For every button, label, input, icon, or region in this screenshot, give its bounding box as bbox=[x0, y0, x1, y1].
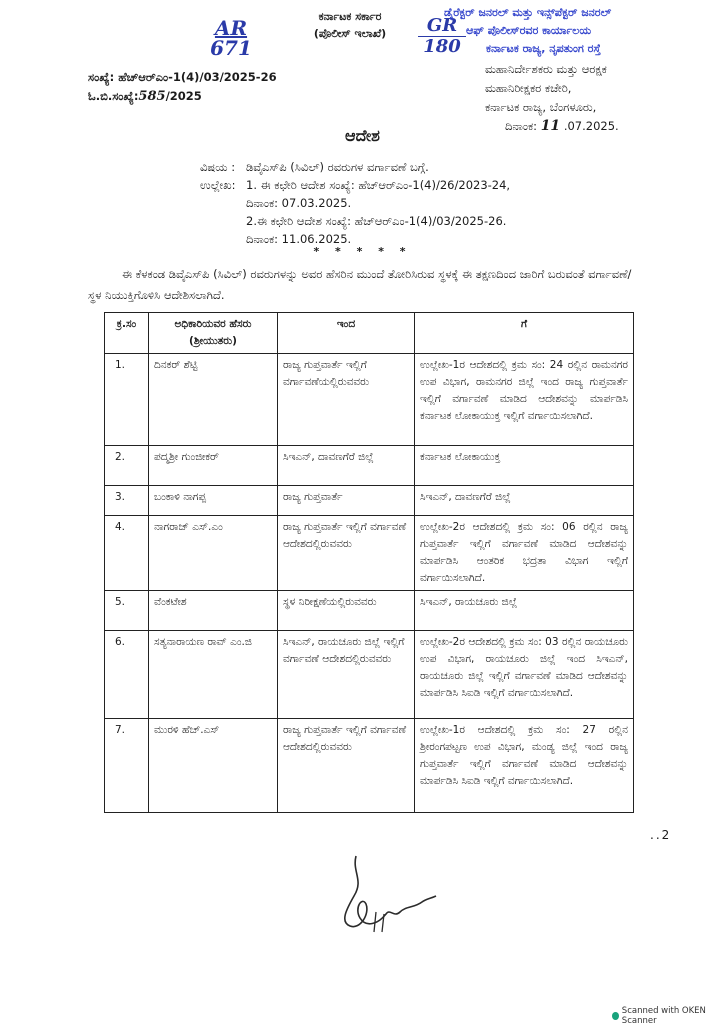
header-officer-name: ಅಧಿಕಾರಿಯವರ ಹೆಸರು (ಶ್ರೀಯುತರು) bbox=[149, 313, 278, 354]
table-header-row bbox=[105, 313, 634, 354]
cell-from: ಸಿಇಎನ್, ದಾವಣಗೆರೆ ಜಿಲ್ಲೆ bbox=[278, 446, 415, 486]
header-to: ಗೆ bbox=[415, 313, 634, 354]
scanner-logo-icon bbox=[612, 1012, 619, 1020]
cell-sl: 5. bbox=[105, 591, 149, 631]
table-row bbox=[105, 631, 634, 719]
cell-sl: 1. bbox=[105, 354, 149, 446]
cell-to: ಕರ್ನಾಟಕ ಲೋಕಾಯುಕ್ತ bbox=[415, 446, 634, 486]
cell-sl: 2. bbox=[105, 446, 149, 486]
transfer-table bbox=[104, 312, 634, 813]
ob-number bbox=[88, 87, 277, 106]
hw-left-line2: 671 bbox=[210, 36, 252, 60]
cell-from: ರಾಜ್ಯ ಗುಪ್ತವಾರ್ತೆ ಇಲ್ಲಿಗೆ ವರ್ಗಾವಣೆ ಆದೇಶದಲ್ಲಿರುವವರು bbox=[278, 719, 415, 813]
table-body bbox=[105, 354, 634, 813]
cell-officer-name: ನಾಗರಾಜ್ ಎಸ್.ಎಂ bbox=[149, 516, 278, 591]
cell-from: ರಾಜ್ಯ ಗುಪ್ತವಾರ್ತೆ bbox=[278, 486, 415, 516]
order-title: ಆದೇಶ bbox=[345, 126, 380, 145]
office-stamp bbox=[444, 4, 714, 58]
signature bbox=[330, 852, 440, 942]
ob-label: ಓ.ಬಿ.ಸಂಖ್ಯೆ: bbox=[88, 89, 139, 103]
govt-name: ಕರ್ನಾಟಕ ಸರ್ಕಾರ bbox=[318, 10, 382, 23]
cell-officer-name: ಮುರಳಿ ಹೆಚ್.ಎಸ್ bbox=[149, 719, 278, 813]
handwritten-inward-note-left bbox=[196, 18, 266, 58]
cell-sl: 6. bbox=[105, 631, 149, 719]
cell-to: ಸಿಇಎನ್, ದಾವಣಗೆರೆ ಜಿಲ್ಲೆ bbox=[415, 486, 634, 516]
ref-number: ಸಂಖ್ಯೆ: ಹೆಚ್‌ಆರ್‌ಎಂ-1(4)/03/2025-26 bbox=[88, 70, 277, 84]
cell-officer-name: ದಿನಕರ್ ಶೆಟ್ಟಿ bbox=[149, 354, 278, 446]
government-heading bbox=[270, 8, 430, 42]
date-label: ದಿನಾಂಕ: bbox=[505, 119, 538, 133]
address-line-2: ಮಹಾನಿರೀಕ್ಷಕರ ಕಚೇರಿ, bbox=[485, 81, 572, 95]
date-rest: .07.2025. bbox=[563, 119, 619, 133]
cell-from: ರಾಜ್ಯ ಗುಪ್ತವಾರ್ತೆ ಇಲ್ಲಿಗೆ ವರ್ಗಾವಣೆ ಆದೇಶದಲ್ಲಿರುವವರು bbox=[278, 516, 415, 591]
stamp-line-1: ಡೈರೆಕ್ಟರ್ ಜನರಲ್ ಮತ್ತು ಇನ್ಸ್‌ಪೆಕ್ಟರ್ ಜನರಲ್ bbox=[444, 6, 612, 19]
hw-left-line1: AR bbox=[214, 16, 248, 40]
dept-name: (ಪೊಲೀಸ್ ಇಲಾಖೆ) bbox=[313, 27, 387, 40]
address-line-1: ಮಹಾನಿರ್ದೇಶಕರು ಮತ್ತು ಆರಕ್ಷಕ bbox=[485, 62, 607, 76]
cell-from: ರಾಜ್ಯ ಗುಪ್ತವಾರ್ತೆ ಇಲ್ಲಿಗೆ ವರ್ಗಾವಣೆಯಲ್ಲಿರುವವರು bbox=[278, 354, 415, 446]
cell-sl: 4. bbox=[105, 516, 149, 591]
cell-from: ಸ್ಥಳ ನಿರೀಕ್ಷಣೆಯಲ್ಲಿರುವವರು bbox=[278, 591, 415, 631]
ob-year: /2025 bbox=[165, 89, 202, 103]
table-row bbox=[105, 354, 634, 446]
reference-2: 2.ಈ ಕಛೇರಿ ಆದೇಶ ಸಂಖ್ಯೆ: ಹೆಚ್‌ಆರ್‌ಎಂ-1(4)/03/2025-26. bbox=[246, 214, 507, 228]
address-line-3: ಕರ್ನಾಟಕ ರಾಜ್ಯ, ಬೆಂಗಳೂರು, bbox=[485, 100, 597, 114]
header-sl: ಕ್ರ.ಸಂ bbox=[105, 313, 149, 354]
cell-to: ಉಲ್ಲೇಖ-1ರ ಆದೇಶದಲ್ಲಿ ಕ್ರಮ ಸಂ: 27 ರಲ್ಲಿನ ಶ್ರೀರಂಗಪಟ್ಟಣ ಉಪ ವಿಭಾಗ, ಮಂಡ್ಯ ಜಿಲ್ಲೆ ಇಂದ ರಾಜ್ಯ ಗುಪ್ತವಾರ್ತೆ ಇಲ್ಲಿಗೆ ವರ್ಗಾವಣೆ ಮಾಡಿದ ಆದೇಶವನ್ನು ಮಾರ್ಪಡಿಸಿ ಸಿಐಡಿ ಇಲ್ಲಿಗೆ ವರ್ಗಾಯಿಸಲಾಗಿದೆ. bbox=[415, 719, 634, 813]
reference-numbers bbox=[88, 68, 277, 106]
scanner-watermark bbox=[612, 1006, 725, 1026]
table-row bbox=[105, 516, 634, 591]
cell-from: ಸಿಇಎನ್, ರಾಯಚೂರು ಜಿಲ್ಲೆ ಇಲ್ಲಿಗೆ ವರ್ಗಾವಣೆ ಆದೇಶದಲ್ಲಿರುವವರು bbox=[278, 631, 415, 719]
subject-text: ಡಿವೈಎಸ್‌ಪಿ (ಸಿವಿಲ್) ರವರುಗಳ ವರ್ಗಾವಣೆ ಬಗ್ಗೆ. bbox=[246, 160, 429, 174]
hw-right-line1: GR bbox=[418, 16, 466, 37]
header-from: ಇಂದ bbox=[278, 313, 415, 354]
order-body-paragraph: ಈ ಕೆಳಕಂಡ ಡಿವೈಎಸ್‌ಪಿ (ಸಿವಿಲ್) ರವರುಗಳನ್ನು ಅವರ ಹೆಸರಿನ ಮುಂದೆ ತೋರಿಸಿರುವ ಸ್ಥಳಕ್ಕೆ ಈ ತಕ್ಷಣದಿಂದ ಜಾರಿಗೆ ಬರುವಂತೆ ವರ್ಗಾವಣೆ/ ಸ್ಥಳ ನಿಯುಕ್ತಿಗೊಳಿಸಿ ಆದೇಶಿಸಲಾಗಿದೆ. bbox=[88, 267, 632, 302]
page-continuation: ..2 bbox=[650, 828, 672, 842]
cell-to: ಸಿಇಎನ್, ರಾಯಚೂರು ಜಿಲ್ಲೆ bbox=[415, 591, 634, 631]
stamp-line-3: ಕರ್ನಾಟಕ ರಾಜ್ಯ, ನೃಪತುಂಗ ರಸ್ತೆ bbox=[486, 42, 601, 55]
cell-sl: 3. bbox=[105, 486, 149, 516]
table-row bbox=[105, 591, 634, 631]
reference-1: 1. ಈ ಕಛೇರಿ ಆದೇಶ ಸಂಖ್ಯೆ: ಹೆಚ್‌ಆರ್‌ಎಂ-1(4)/26/2023-24, bbox=[246, 178, 511, 192]
subject-block bbox=[200, 158, 510, 248]
reference-1-date: ದಿನಾಂಕ: 07.03.2025. bbox=[246, 196, 352, 210]
scanner-label: Scanned with OKEN Scanner bbox=[621, 1006, 706, 1026]
cell-to: ಉಲ್ಲೇಖ-2ರ ಆದೇಶದಲ್ಲಿ ಕ್ರಮ ಸಂ: 06 ರಲ್ಲಿನ ರಾಜ್ಯ ಗುಪ್ತವಾರ್ತೆ ಇಲ್ಲಿಗೆ ವರ್ಗಾವಣೆ ಮಾಡಿದ ಆದೇಶವನ್ನು ಮಾರ್ಪಡಿಸಿ ಆಂತರಿಕ ಭದ್ರತಾ ವಿಭಾಗ ಇಲ್ಲಿಗೆ ವರ್ಗಾಯಿಸಲಾಗಿದೆ. bbox=[415, 516, 634, 591]
cell-officer-name: ಬಂಕಾಳಿ ನಾಗಪ್ಪ bbox=[149, 486, 278, 516]
cell-officer-name: ಪದ್ಮಶ್ರೀ ಗುಂಜೀಕರ್ bbox=[149, 446, 278, 486]
ob-num: 585 bbox=[138, 89, 166, 104]
hw-right-line2: 180 bbox=[423, 36, 461, 57]
date-day: 11 bbox=[540, 118, 561, 134]
table-row bbox=[105, 446, 634, 486]
cell-to: ಉಲ್ಲೇಖ-1ರ ಆದೇಶದಲ್ಲಿ ಕ್ರಮ ಸಂ: 24 ರಲ್ಲಿನ ರಾಮನಗರ ಉಪ ವಿಭಾಗ, ರಾಮನಗರ ಜಿಲ್ಲೆ ಇಂದ ರಾಜ್ಯ ಗುಪ್ತವಾರ್ತೆ ಇಲ್ಲಿಗೆ ವರ್ಗಾವಣೆ ಮಾಡಿದ ಆದೇಶವನ್ನು ಮಾರ್ಪಡಿಸಿ ಕರ್ನಾಟಕ ಲೋಕಾಯುಕ್ತ ಇಲ್ಲಿಗೆ ವರ್ಗಾಯಿಸಲಾಗಿದೆ. bbox=[415, 354, 634, 446]
cell-officer-name: ಸತ್ಯನಾರಾಯಣ ರಾವ್ ಎಂ.ಜಿ bbox=[149, 631, 278, 719]
office-address bbox=[485, 60, 705, 136]
signature-scribble-icon bbox=[330, 852, 440, 942]
subject-label: ವಿಷಯ : bbox=[200, 160, 236, 174]
stamp-line-2: ಆಫ್ ಪೊಲೀಸ್‌ರವರ ಕಾರ್ಯಾಲಯ bbox=[466, 24, 592, 37]
cell-officer-name: ವೆಂಕಟೇಶ bbox=[149, 591, 278, 631]
reference-2-date: ದಿನಾಂಕ: 11.06.2025. bbox=[246, 232, 352, 246]
table-row bbox=[105, 486, 634, 516]
reference-label: ಉಲ್ಲೇಖ: bbox=[200, 178, 236, 192]
cell-to: ಉಲ್ಲೇಖ-2ರ ಆದೇಶದಲ್ಲಿ ಕ್ರಮ ಸಂ: 03 ರಲ್ಲಿನ ರಾಯಚೂರು ಉಪ ವಿಭಾಗ, ರಾಯಚೂರು ಜಿಲ್ಲೆ ಇಂದ ಸಿಇಎನ್, ರಾಯಚೂರು ಜಿಲ್ಲೆ ಇಲ್ಲಿಗೆ ವರ್ಗಾವಣೆ ಮಾಡಿದ ಆದೇಶವನ್ನು ಮಾರ್ಪಡಿಸಿ ಸಿಐಡಿ ಇಲ್ಲಿಗೆ ವರ್ಗಾಯಿಸಲಾಗಿದೆ. bbox=[415, 631, 634, 719]
separator-stars: * * * * * bbox=[313, 245, 412, 258]
cell-sl: 7. bbox=[105, 719, 149, 813]
table-row bbox=[105, 719, 634, 813]
